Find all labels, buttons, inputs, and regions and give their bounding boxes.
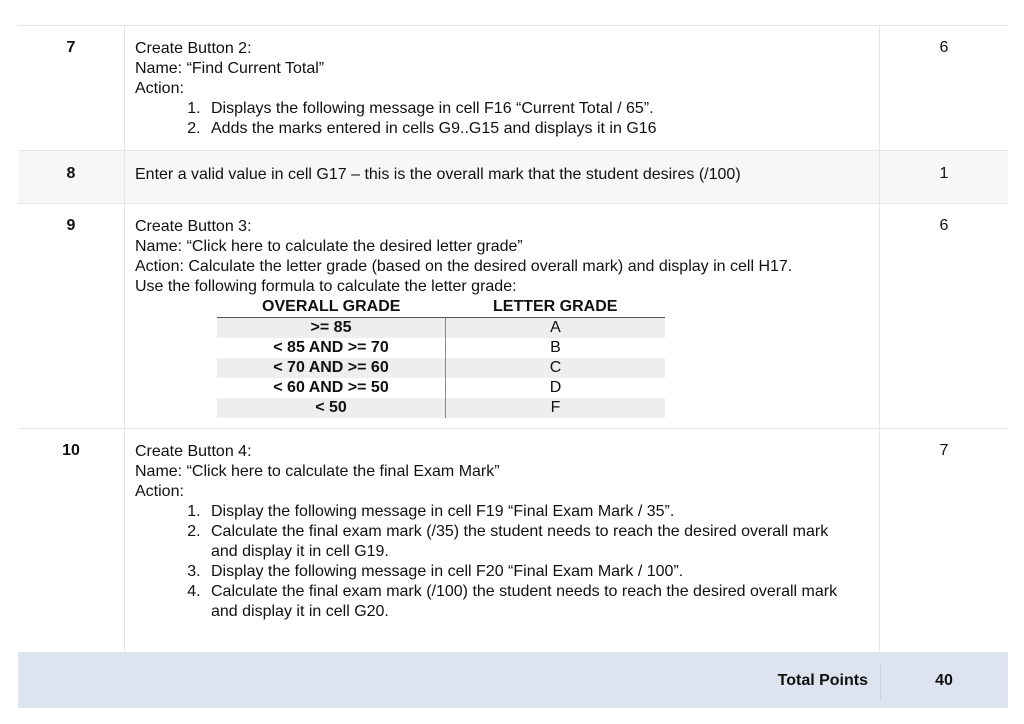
table-row [18, 150, 1008, 203]
overall-grade-cell: < 60 AND >= 50 [217, 378, 446, 398]
overall-grade-cell: < 50 [217, 398, 446, 418]
row-number: 8 [66, 165, 76, 182]
action-step: 3. Display the following message in cell F20 “Final Exam Mark / 100”. [205, 562, 849, 582]
row-points: 1 [939, 165, 949, 182]
row-number: 9 [66, 217, 76, 234]
description-line: Name: “Click here to calculate the final Exam Mark” [135, 463, 500, 480]
action-step: 2. Adds the marks entered in cells G9..G15 and displays it in G16 [205, 119, 879, 139]
row-description [124, 26, 880, 150]
row-number: 10 [62, 442, 80, 459]
overall-grade-cell: >= 85 [217, 318, 446, 339]
total-points-value: 40 [935, 672, 953, 689]
action-step: 1. Display the following message in cell F19 “Final Exam Mark / 35”. [205, 502, 849, 522]
description-line: Create Button 4: [135, 443, 252, 460]
action-step: 4. Calculate the final exam mark (/100) the student needs to reach the desired overall mark and display it in cell G20. [205, 582, 849, 622]
table-row [18, 428, 1008, 652]
row-description [124, 204, 880, 428]
grade-row [217, 398, 665, 418]
description-line: Enter a valid value in cell G17 – this is the overall mark that the student desires (/100) [135, 166, 741, 183]
grade-row [217, 378, 665, 398]
letter-grade-cell: D [549, 379, 562, 396]
overall-grade-cell: < 85 AND >= 70 [217, 338, 446, 358]
grade-row [217, 338, 665, 358]
description-line: Name: “Click here to calculate the desired letter grade” [135, 238, 523, 255]
row-description [124, 151, 880, 203]
action-step: 2. Calculate the final exam mark (/35) the student needs to reach the desired overall mark and display it in cell G19. [205, 522, 849, 562]
description-line: Name: “Find Current Total” [135, 60, 325, 77]
row-points: 7 [939, 442, 949, 459]
description-line: Action: [135, 80, 184, 97]
header-letter-grade: LETTER GRADE [446, 297, 666, 318]
table-row [18, 203, 1008, 428]
total-points-label: Total Points [777, 672, 868, 689]
letter-grade-cell: C [446, 358, 666, 378]
header-overall-grade: OVERALL GRADE [217, 297, 446, 318]
description-line: Use the following formula to calculate the letter grade: [135, 278, 517, 295]
action-steps [135, 502, 879, 622]
letter-grade-cell: B [550, 339, 561, 356]
grade-table-header [217, 297, 665, 318]
letter-grade-cell: F [446, 398, 666, 418]
row-points: 6 [939, 39, 949, 56]
grade-row [217, 358, 665, 378]
total-row [18, 652, 1008, 708]
row-points: 6 [939, 217, 949, 234]
description-line: Action: Calculate the letter grade (based on the desired overall mark) and display in cell H17. [135, 258, 793, 275]
description-line: Create Button 2: [135, 40, 252, 57]
grade-table [217, 297, 665, 418]
description-line: Create Button 3: [135, 218, 252, 235]
overall-grade-cell: < 70 AND >= 60 [217, 358, 446, 378]
grade-row [217, 318, 665, 339]
table-row [18, 25, 1008, 150]
letter-grade-cell: A [446, 318, 666, 339]
row-description [124, 429, 880, 652]
row-number: 7 [66, 39, 76, 56]
action-steps [135, 99, 879, 139]
description-line: Action: [135, 483, 184, 500]
action-step: 1. Displays the following message in cell F16 “Current Total / 65”. [205, 99, 879, 119]
